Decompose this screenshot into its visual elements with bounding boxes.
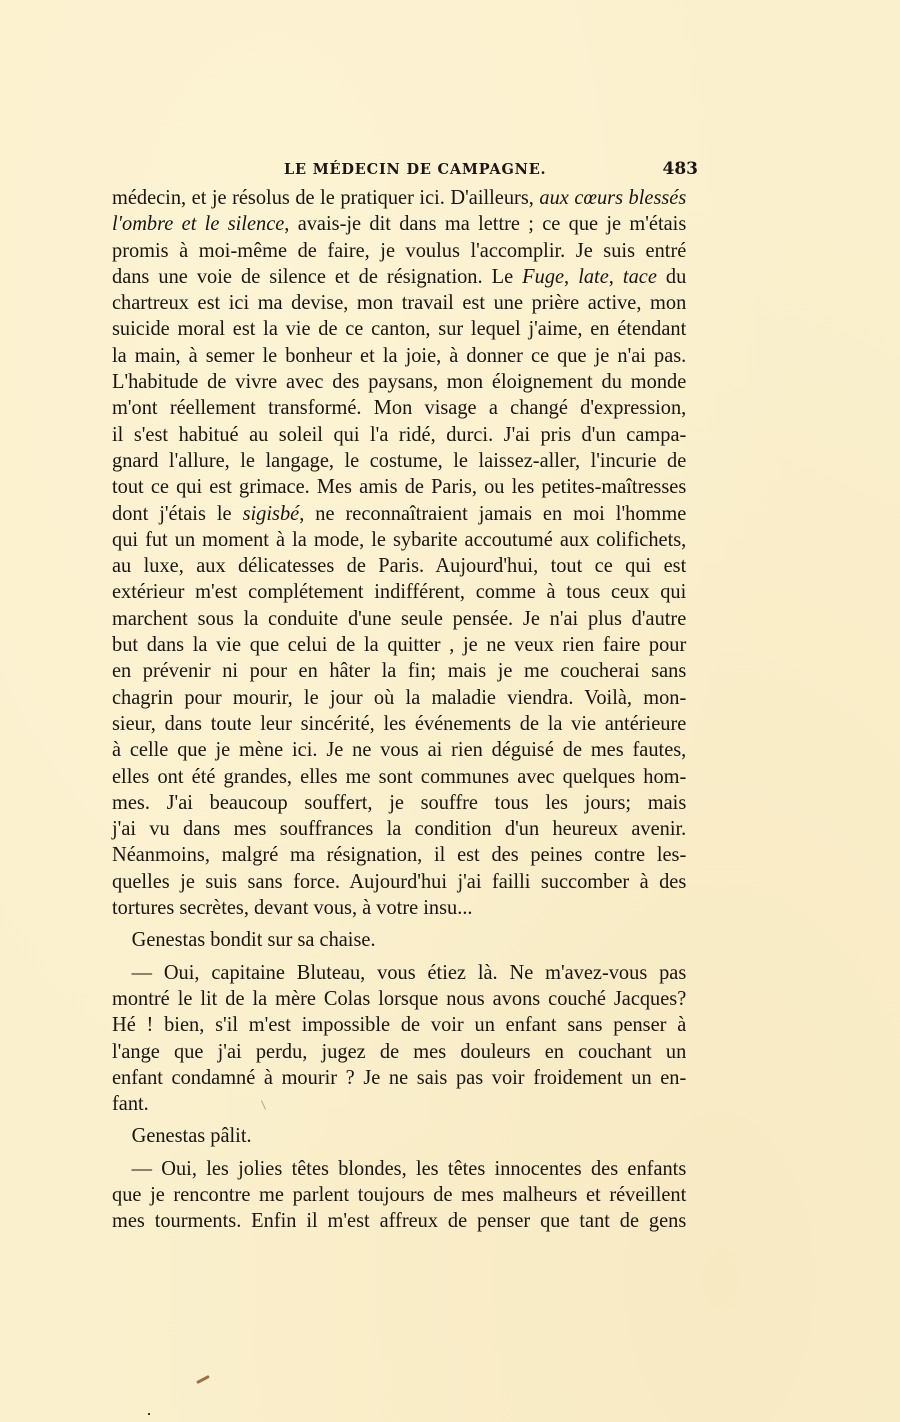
text-line: extérieur m'est complétement indifférent, comme à tous ceux qui (112, 580, 687, 604)
text-line: gnard l'allure, le langage, le costume, le laissez-aller, l'incurie de (112, 448, 687, 472)
italic-text: l'ombre et le silence (112, 212, 285, 236)
running-title: LE MÉDECIN DE CAMPAGNE. (284, 161, 547, 178)
text-line: fant. (112, 1092, 149, 1116)
text-line: promis à moi-même de faire, je voulus l'accomplir. Je suis entré (112, 238, 687, 262)
text-line: Genestas pâlit. (131, 1124, 252, 1148)
paragraph (112, 927, 698, 953)
text-line: au luxe, aux délicatesses de Paris. Aujourd'hui, tout ce qui est (112, 554, 687, 578)
text-line: Hé ! bien, s'il m'est impossible de voir un enfant sans penser à (112, 1013, 687, 1037)
text-line: la main, à semer le bonheur et la joie, à donner ce que je n'ai pas. (112, 343, 687, 367)
paper-speck (148, 1413, 150, 1415)
text-line: que je rencontre me parlent toujours de mes malheurs et réveillent (112, 1182, 687, 1206)
text-line: Néanmoins, malgré ma résignation, il est des peines contre les- (112, 843, 687, 867)
page-number: 483 (662, 159, 698, 179)
text-line: mes. J'ai beaucoup souffert, je souffre tous les jours; mais (112, 790, 687, 814)
text-line: j'ai vu dans mes souffrances la condition d'un heureux avenir. (112, 817, 687, 841)
text-line: montré le lit de la mère Colas lorsque nous avons couché Jacques? (112, 986, 687, 1010)
body-text (112, 185, 698, 1235)
text-line: chagrin pour mourir, le jour où la maladie viendra. Voilà, mon- (112, 685, 687, 709)
text-line: — Oui, capitaine Bluteau, vous étiez là. Ne m'avez-vous pas (131, 960, 687, 984)
paper-stain (196, 1375, 210, 1384)
text-line: à celle que je mène ici. Je ne vous ai rien déguisé de mes fautes, (112, 738, 687, 762)
text-line: l'ange que j'ai perdu, jugez de mes douleurs en couchant un (112, 1039, 687, 1063)
running-head (112, 155, 698, 185)
paragraph (112, 1123, 698, 1149)
text-line: elles ont été grandes, elles me sont communes avec quelques hom- (112, 764, 687, 788)
text-line: tout ce qui est grimace. Mes amis de Paris, ou les petites-maîtresses (112, 475, 687, 499)
text-line: — Oui, les jolies têtes blondes, les têtes innocentes des enfants (131, 1156, 687, 1180)
text-line: qui fut un moment à la mode, le sybarite accoutumé aux colifichets, (112, 527, 687, 551)
text-line: chartreux est ici ma devise, mon travail est une prière active, mon (112, 291, 687, 315)
text-line: mes tourments. Enfin il m'est affreux de penser que tant de gens (112, 1209, 687, 1233)
text-line: tortures secrètes, devant vous, à votre insu... (112, 896, 473, 920)
paragraph (112, 1156, 698, 1235)
paragraph (112, 960, 698, 1118)
text-line: marchent sous la conduite d'une seule pensée. Je n'ai plus d'autre (112, 606, 687, 630)
text-line: L'habitude de vivre avec des paysans, mon éloignement du monde (112, 370, 687, 394)
text-line: but dans la vie que celui de la quitter , je ne veux rien faire pour (112, 633, 687, 657)
italic-text: aux cœurs blessés (539, 186, 687, 209)
italic-text: late (578, 264, 609, 288)
paragraph (112, 185, 698, 921)
text-line: dont j'étais le sigisbé, ne reconnaîtraient jamais en moi l'homme (112, 501, 687, 525)
text-line: sieur, dans toute leur sincérité, les événements de la vie antérieure (112, 711, 687, 735)
text-line: l'ombre et le silence, avais-je dit dans ma lettre ; ce que je m'étais (112, 212, 687, 236)
italic-text: sigisbé (242, 501, 300, 525)
text-line: il s'est habitué au soleil qui l'a ridé, durci. J'ai pris d'un campa- (112, 422, 687, 446)
text-line: quelles je suis sans force. Aujourd'hui j'ai failli succomber à des (112, 869, 687, 893)
italic-text: Fuge (522, 264, 565, 288)
text-line: m'ont réellement transformé. Mon visage a changé d'expression, (112, 396, 687, 420)
text-line: Genestas bondit sur sa chaise. (131, 928, 376, 952)
italic-text: tace (622, 264, 657, 288)
text-line: en prévenir ni pour en hâter la fin; mais je me coucherai sans (112, 659, 687, 683)
text-line: médecin, et je résolus de le pratiquer ici. D'ailleurs, aux cœurs blessés (112, 186, 687, 209)
text-line: suicide moral est la vie de ce canton, sur lequel j'aime, en étendant (112, 317, 687, 341)
text-line: enfant condamné à mourir ? Je ne sais pas voir froidement un en- (112, 1065, 687, 1089)
text-line: dans une voie de silence et de résignation. Le Fuge, late, tace du (112, 264, 687, 288)
